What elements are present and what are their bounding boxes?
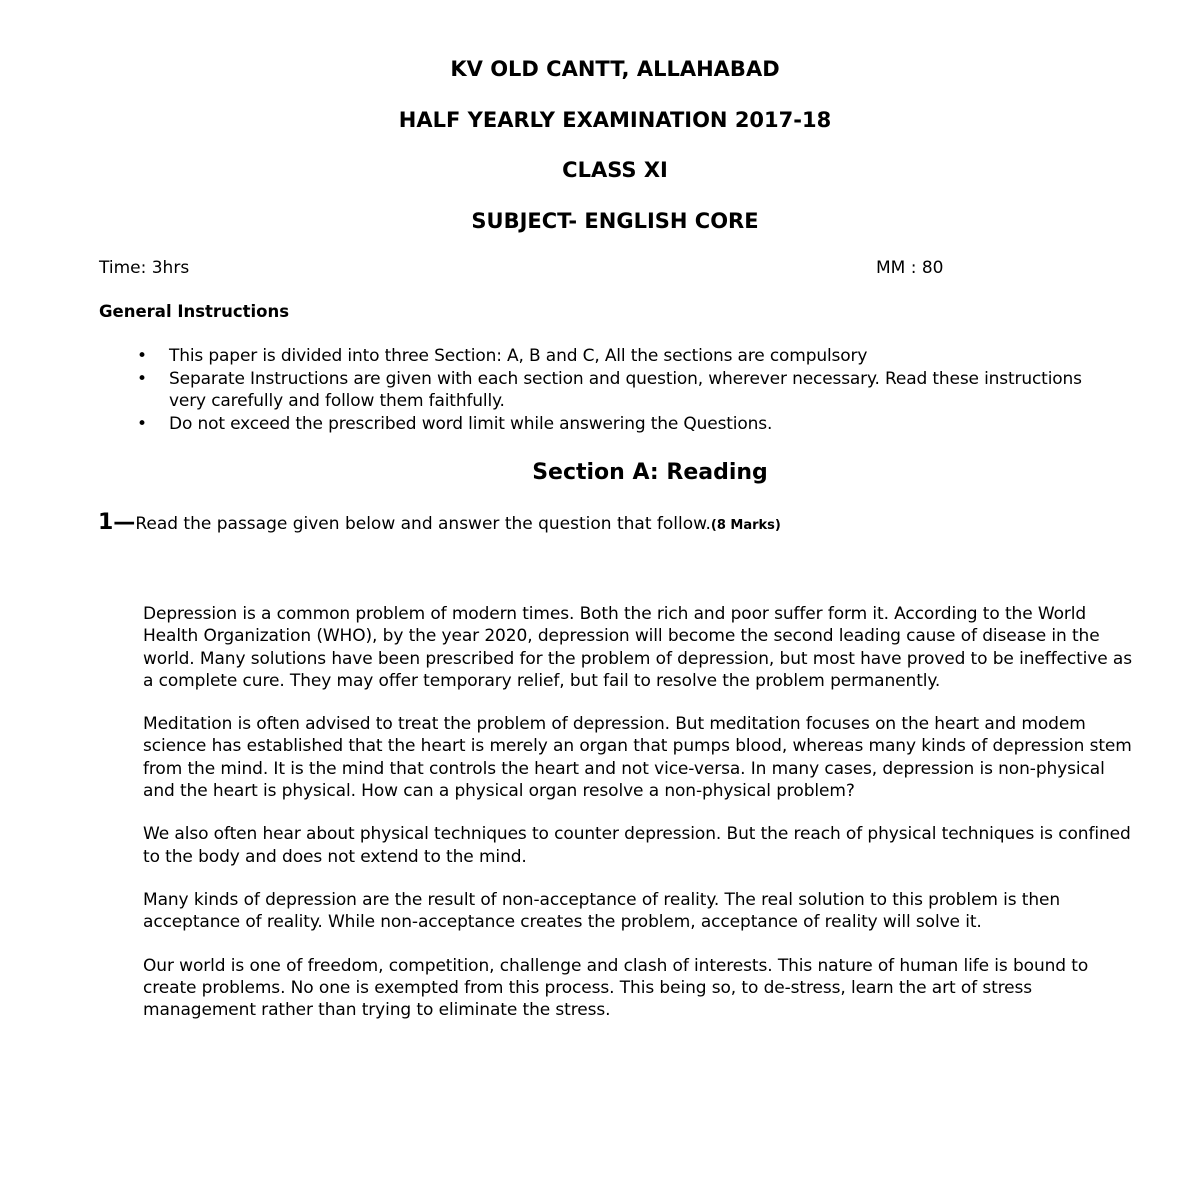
passage-paragraph: Meditation is often advised to treat the problem of depression. But meditation focuses on the heart and modem science has established that the heart is merely an organ that pumps blood, whereas many kinds of depression stem from the mind. It is the mind that controls the heart and not vice-versa. In many cases, depression is non-physical and the heart is physical. How can a physical organ resolve a non-physical problem? [143, 714, 1132, 802]
instruction-text: This paper is divided into three Section: A, B and C, All the sections are compulsory [169, 346, 868, 366]
subject-label: SUBJECT- ENGLISH CORE [471, 209, 759, 233]
question-marks: (8 Marks) [710, 518, 781, 533]
instruction-item [137, 413, 1112, 436]
instruction-item [137, 345, 1112, 368]
maximum-marks: MM : 80 [876, 258, 944, 278]
passage-paragraph: Our world is one of freedom, competition, challenge and clash of interests. This nature of human life is bound to create problems. No one is exempted from this process. This being so, to de-stress, learn the art of stress management rather than trying to eliminate the stress. [143, 955, 1089, 1021]
exam-title: HALF YEARLY EXAMINATION 2017-18 [398, 108, 832, 132]
class-label: CLASS XI [562, 158, 668, 182]
general-instructions-heading: General Instructions [99, 302, 290, 321]
section-a-title: Section A: Reading [532, 460, 768, 485]
reading-passage [143, 603, 1133, 1042]
bullet-icon: • [137, 413, 147, 434]
passage-paragraph: We also often hear about physical techniques to counter depression. But the reach of physical techniques is confined to the body and does not extend to the mind. [143, 824, 1131, 867]
instruction-text: Do not exceed the prescribed word limit while answering the Questions. [169, 413, 773, 434]
passage-paragraph: Many kinds of depression are the result of non-acceptance of reality. The real solution to this problem is then acceptance of reality. While non-acceptance creates the problem, acceptance of reality will solve it. [143, 889, 1061, 933]
question-1 [98, 510, 781, 535]
instruction-text: Separate Instructions are given with each section and question, wherever necessary. Read these instructions very carefully and follow them faithfully. [169, 368, 1082, 411]
general-instructions-list [137, 345, 1112, 435]
question-text: Read the passage given below and answer the question that follow. [135, 514, 711, 534]
school-name: KV OLD CANTT, ALLAHABAD [450, 57, 780, 81]
question-number: 1— [98, 510, 136, 535]
bullet-icon: • [137, 346, 147, 366]
bullet-icon: • [137, 368, 147, 389]
passage-paragraph: Depression is a common problem of modern times. Both the rich and poor suffer form it. According to the World Health Organization (WHO), by the year 2020, depression will become the second leading cause of disease in the world. Many solutions have been prescribed for the problem of depression, but most have proved to be ineffective as a complete cure. They may offer temporary relief, but fail to resolve the problem permanently. [143, 604, 1133, 691]
time-allowed: Time: 3hrs [99, 258, 190, 278]
instruction-item [137, 368, 1112, 413]
